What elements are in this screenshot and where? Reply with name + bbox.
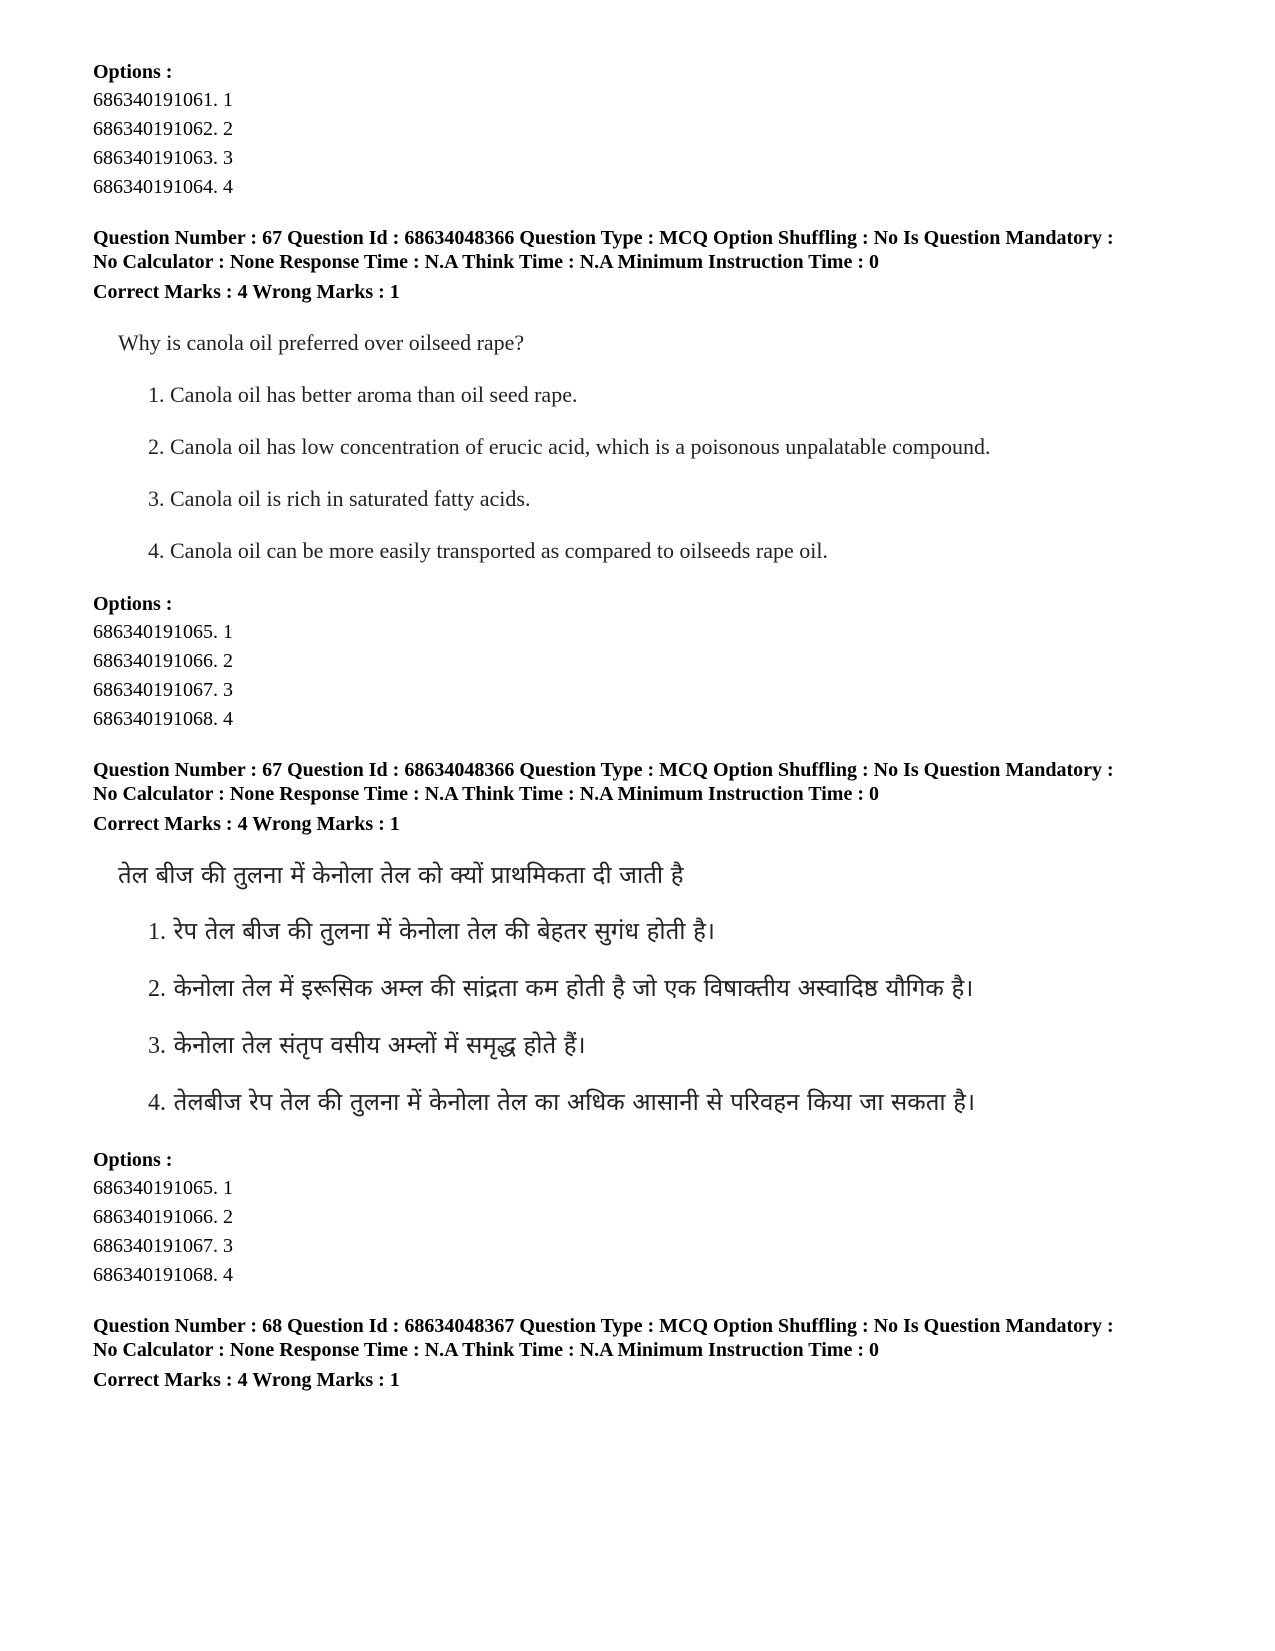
question-header [93,1314,1213,1394]
question-body-hindi [118,858,1213,1120]
answer-choice [148,484,1213,514]
option-line: 686340191061. 1 [93,89,233,111]
answer-choice [148,971,1213,1006]
choice-number: 2. [148,976,166,1002]
choice-number: 4. [148,538,165,563]
answer-choice [148,432,1213,462]
choice-text: रेप तेल बीज की तुलना में केनोला तेल की बेहतर सुगंध होती है। [173,917,715,945]
option-line: 686340191064. 4 [93,176,233,198]
choice-text: केनोला तेल में इरूसिक अम्ल की सांद्रता कम होती है जो एक विषाक्तीय अस्वादिष्ठ यौगिक है। [173,974,974,1002]
option-line: 686340191065. 1 [93,1177,233,1199]
option-line: 686340191062. 2 [93,118,233,140]
option-line: 686340191067. 3 [93,1235,233,1257]
answer-choice [148,1028,1213,1063]
option-line: 686340191068. 4 [93,1264,233,1286]
choice-text: Canola oil can be more easily transported as compared to oilseeds rape oil. [170,538,828,563]
question-paper-page [93,58,1213,1394]
choice-number: 1. [148,382,165,407]
options-block-top [93,58,1213,202]
question-marks: Correct Marks : 4 Wrong Marks : 1 [93,1369,400,1391]
option-line: 686340191063. 3 [93,147,233,169]
option-line: 686340191066. 2 [93,1206,233,1228]
options-title: Options : [93,61,173,83]
option-line: 686340191067. 3 [93,679,233,701]
question-meta-line-1: Question Number : 67 Question Id : 68634048366 Question Type : MCQ Option Shuffling : No Is Question Mandatory : [93,759,1114,781]
choice-text: Canola oil has better aroma than oil seed rape. [170,382,578,407]
options-block [93,590,1213,734]
choice-number: 3. [148,486,165,511]
question-marks: Correct Marks : 4 Wrong Marks : 1 [93,813,400,835]
question-meta-line-2: No Calculator : None Response Time : N.A Think Time : N.A Minimum Instruction Time : 0 [93,251,879,273]
choice-text: Canola oil has low concentration of erucic acid, which is a poisonous unpalatable compound. [170,434,991,459]
question-stem: Why is canola oil preferred over oilseed rape? [118,330,525,355]
answer-choice [148,380,1213,410]
choice-number: 2. [148,434,165,459]
choice-text: तेलबीज रेप तेल की तुलना में केनोला तेल का अधिक आसानी से परिवहन किया जा सकता है। [173,1088,976,1116]
choice-text: केनोला तेल संतृप वसीय अम्लों में समृद्ध होते हैं। [173,1031,586,1059]
question-meta-line-2: No Calculator : None Response Time : N.A Think Time : N.A Minimum Instruction Time : 0 [93,1339,879,1361]
choice-number: 1. [148,919,166,945]
option-line: 686340191066. 2 [93,650,233,672]
answer-choice [148,914,1213,949]
answer-choice [148,1085,1213,1120]
option-line: 686340191065. 1 [93,621,233,643]
question-meta-line-1: Question Number : 68 Question Id : 68634048367 Question Type : MCQ Option Shuffling : No Is Question Mandatory : [93,1315,1114,1337]
question-stem: तेल बीज की तुलना में केनोला तेल को क्यों प्राथमिकता दी जाती है [118,861,684,889]
options-title: Options : [93,1149,173,1171]
choice-number: 3. [148,1033,166,1059]
choice-number: 4. [148,1090,166,1116]
question-header [93,226,1213,306]
question-header [93,758,1213,838]
question-meta-line-1: Question Number : 67 Question Id : 68634048366 Question Type : MCQ Option Shuffling : No Is Question Mandatory : [93,227,1114,249]
options-title: Options : [93,593,173,615]
option-line: 686340191068. 4 [93,708,233,730]
question-meta-line-2: No Calculator : None Response Time : N.A Think Time : N.A Minimum Instruction Time : 0 [93,783,879,805]
answer-choice [148,536,1213,566]
choice-text: Canola oil is rich in saturated fatty acids. [170,486,531,511]
options-block [93,1146,1213,1290]
question-body-english [118,328,1213,566]
question-marks: Correct Marks : 4 Wrong Marks : 1 [93,281,400,303]
